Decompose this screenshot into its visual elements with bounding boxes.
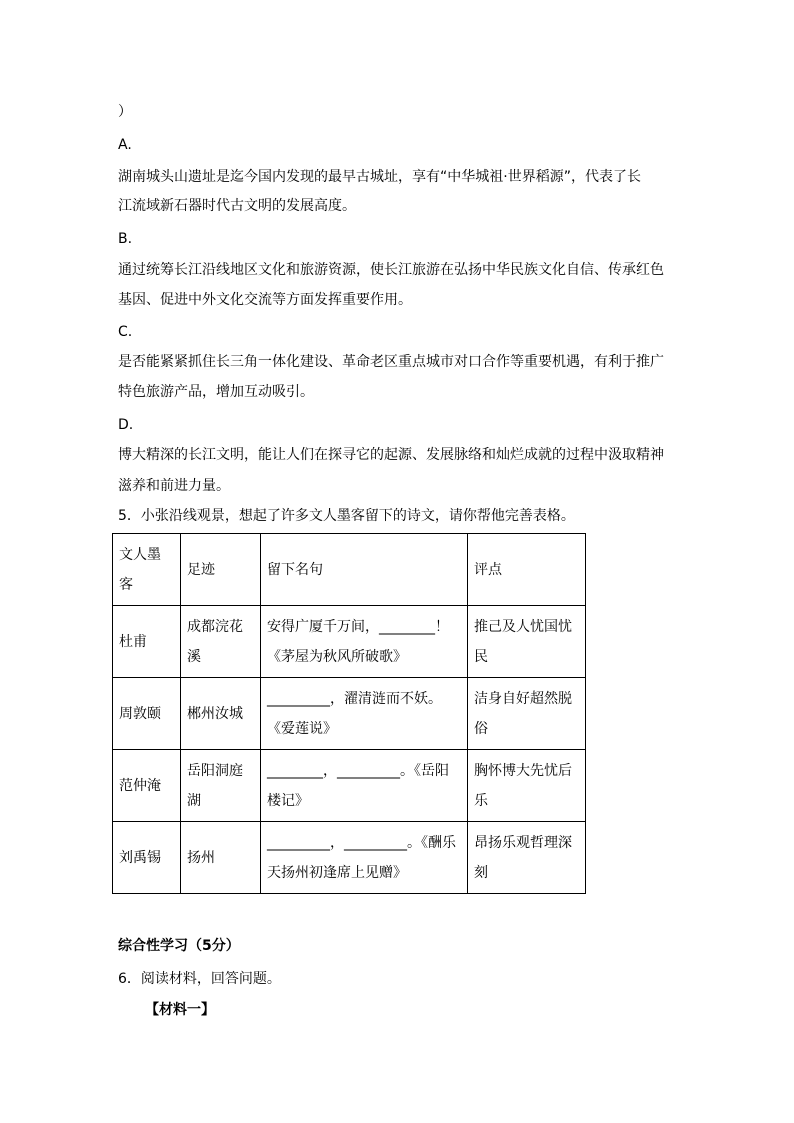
header-cell: 文人墨客 (113, 534, 181, 606)
table-cell: 郴州汝城 (181, 678, 261, 750)
option-a-text-1: 湖南城头山遗址是迄今国内发现的最早古城址，享有“中华城祖·世界稻源”，代表了长 (118, 169, 641, 185)
table-cell: 周敦颐 (113, 678, 181, 750)
option-c-label: C. (118, 324, 133, 340)
question-6: 6．阅读材料，回答问题。 (118, 971, 281, 987)
table-cell: _________，_________。《酬乐天扬州初逢席上见赠》 (261, 822, 468, 894)
option-c-text-1: 是否能紧紧抓住长三角一体化建设、革命老区重点城市对口合作等重要机遇，有利于推广 (118, 354, 664, 370)
table-cell: 刘禹锡 (113, 822, 181, 894)
table-row (113, 606, 586, 678)
option-b-text-1: 通过统筹长江沿线地区文化和旅游资源，使长江旅游在弘扬中华民族文化自信、传承红色 (118, 262, 664, 278)
table-cell: 昂扬乐观哲理深刻 (468, 822, 586, 894)
table-cell: 岳阳洞庭湖 (181, 750, 261, 822)
option-b-text-2: 基因、促进中外文化交流等方面发挥重要作用。 (118, 292, 412, 308)
section-heading: 综合性学习（5分） (118, 938, 240, 954)
table-row (113, 822, 586, 894)
poetry-table (112, 533, 586, 894)
closing-paren: ） (118, 104, 132, 120)
option-d-label: D. (118, 417, 134, 433)
table-header-row (113, 534, 586, 606)
table-cell: 成都浣花溪 (181, 606, 261, 678)
table-cell: ________，_________。《岳阳楼记》 (261, 750, 468, 822)
header-cell: 留下名句 (261, 534, 468, 606)
table-cell: 杜甫 (113, 606, 181, 678)
table-cell: 扬州 (181, 822, 261, 894)
table-cell: 范仲淹 (113, 750, 181, 822)
option-a-text-2: 江流域新石器时代古文明的发展高度。 (118, 198, 356, 214)
table-cell: 洁身自好超然脱俗 (468, 678, 586, 750)
table-cell: _________，濯清涟而不妖。《爱莲说》 (261, 678, 468, 750)
table-cell: 安得广厦千万间，________！《茅屋为秋风所破歌》 (261, 606, 468, 678)
option-a-label: A. (118, 137, 132, 153)
question-5: 5．小张沿线观景，想起了许多文人墨客留下的诗文，请你帮他完善表格。 (118, 508, 575, 524)
option-c-text-2: 特色旅游产品，增加互动吸引。 (118, 384, 314, 400)
header-cell: 足迹 (181, 534, 261, 606)
header-cell: 评点 (468, 534, 586, 606)
material-1-label: 【材料一】 (145, 1002, 215, 1018)
table-cell: 胸怀博大先忧后乐 (468, 750, 586, 822)
table-row (113, 750, 586, 822)
table-row (113, 678, 586, 750)
option-b-label: B. (118, 231, 133, 247)
option-d-text-1: 博大精深的长江文明，能让人们在探寻它的起源、发展脉络和灿烂成就的过程中汲取精神 (118, 447, 664, 463)
option-d-text-2: 滋养和前进力量。 (118, 478, 230, 494)
table-cell: 推己及人忧国忧民 (468, 606, 586, 678)
